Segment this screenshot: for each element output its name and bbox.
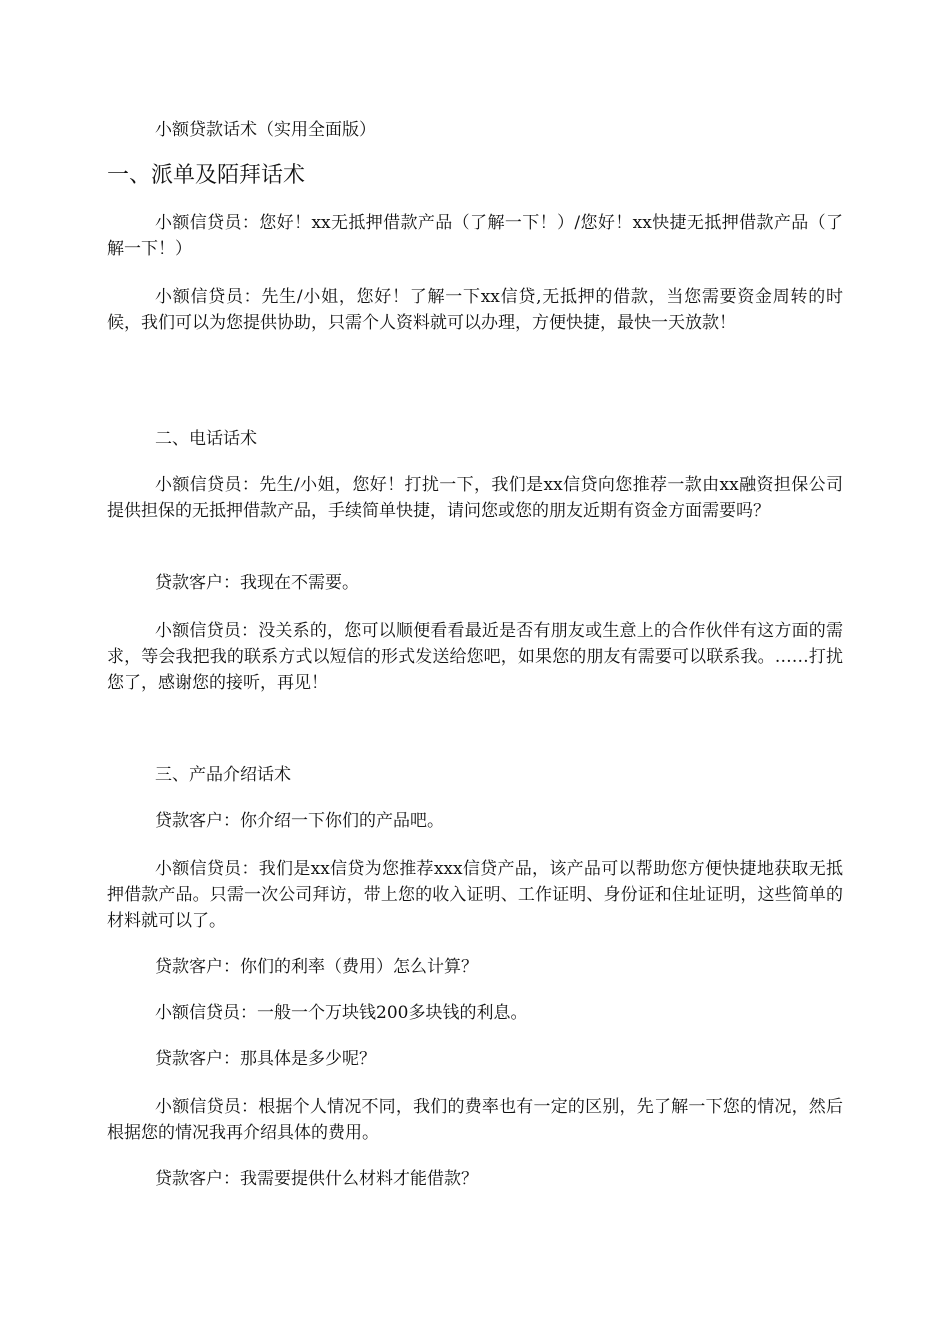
section3-paragraph-1: 贷款客户：你介绍一下你们的产品吧。 xyxy=(155,811,444,831)
section3-paragraph-4: 小额信贷员：一般一个万块钱200多块钱的利息。 xyxy=(155,1003,528,1023)
section2-paragraph-2: 贷款客户：我现在不需要。 xyxy=(155,573,359,593)
section3-paragraph-5: 贷款客户：那具体是多少呢？ xyxy=(155,1049,376,1069)
section1-paragraph-2: 小额信贷员：先生/小姐，您好！了解一下xx信贷,无抵押的借款，当您需要资金周转的时候，我们可以为您提供协助，只需个人资料就可以办理，方便快捷，最快一天放款！ xyxy=(107,287,843,333)
section2-paragraph-1: 小额信贷员：先生/小姐，您好！打扰一下，我们是xx信贷向您推荐一款由xx融资担保公司提供担保的无抵押借款产品，手续简单快捷，请问您或您的朋友近期有资金方面需要吗？ xyxy=(107,475,843,521)
section3-paragraph-2: 小额信贷员：我们是xx信贷为您推荐xxx信贷产品，该产品可以帮助您方便快捷地获取无抵押借款产品。只需一次公司拜访，带上您的收入证明、工作证明、身份证和住址证明，这些简单的材料就可以了。 xyxy=(107,859,843,931)
section3-paragraph-3: 贷款客户：你们的利率（费用）怎么计算？ xyxy=(155,957,478,977)
section1-heading: 一、派单及陌拜话术 xyxy=(107,163,306,188)
section3-paragraph-6: 小额信贷员：根据个人情况不同，我们的费率也有一定的区别，先了解一下您的情况，然后根据您的情况我再介绍具体的费用。 xyxy=(107,1097,843,1143)
section3-heading: 三、产品介绍话术 xyxy=(155,765,291,785)
section2-paragraph-3: 小额信贷员：没关系的，您可以顺便看看最近是否有朋友或生意上的合作伙伴有这方面的需求，等会我把我的联系方式以短信的形式发送给您吧，如果您的朋友有需要可以联系我。……打扰您了，感谢您的接听，再见！ xyxy=(107,621,843,693)
section1-paragraph-1: 小额信贷员：您好！xx无抵押借款产品（了解一下！）/您好！xx快捷无抵押借款产品（了解一下！） xyxy=(107,213,843,259)
section3-paragraph-7: 贷款客户：我需要提供什么材料才能借款？ xyxy=(155,1169,478,1189)
section2-heading: 二、电话话术 xyxy=(155,429,257,449)
document-title: 小额贷款话术（实用全面版） xyxy=(155,120,376,140)
